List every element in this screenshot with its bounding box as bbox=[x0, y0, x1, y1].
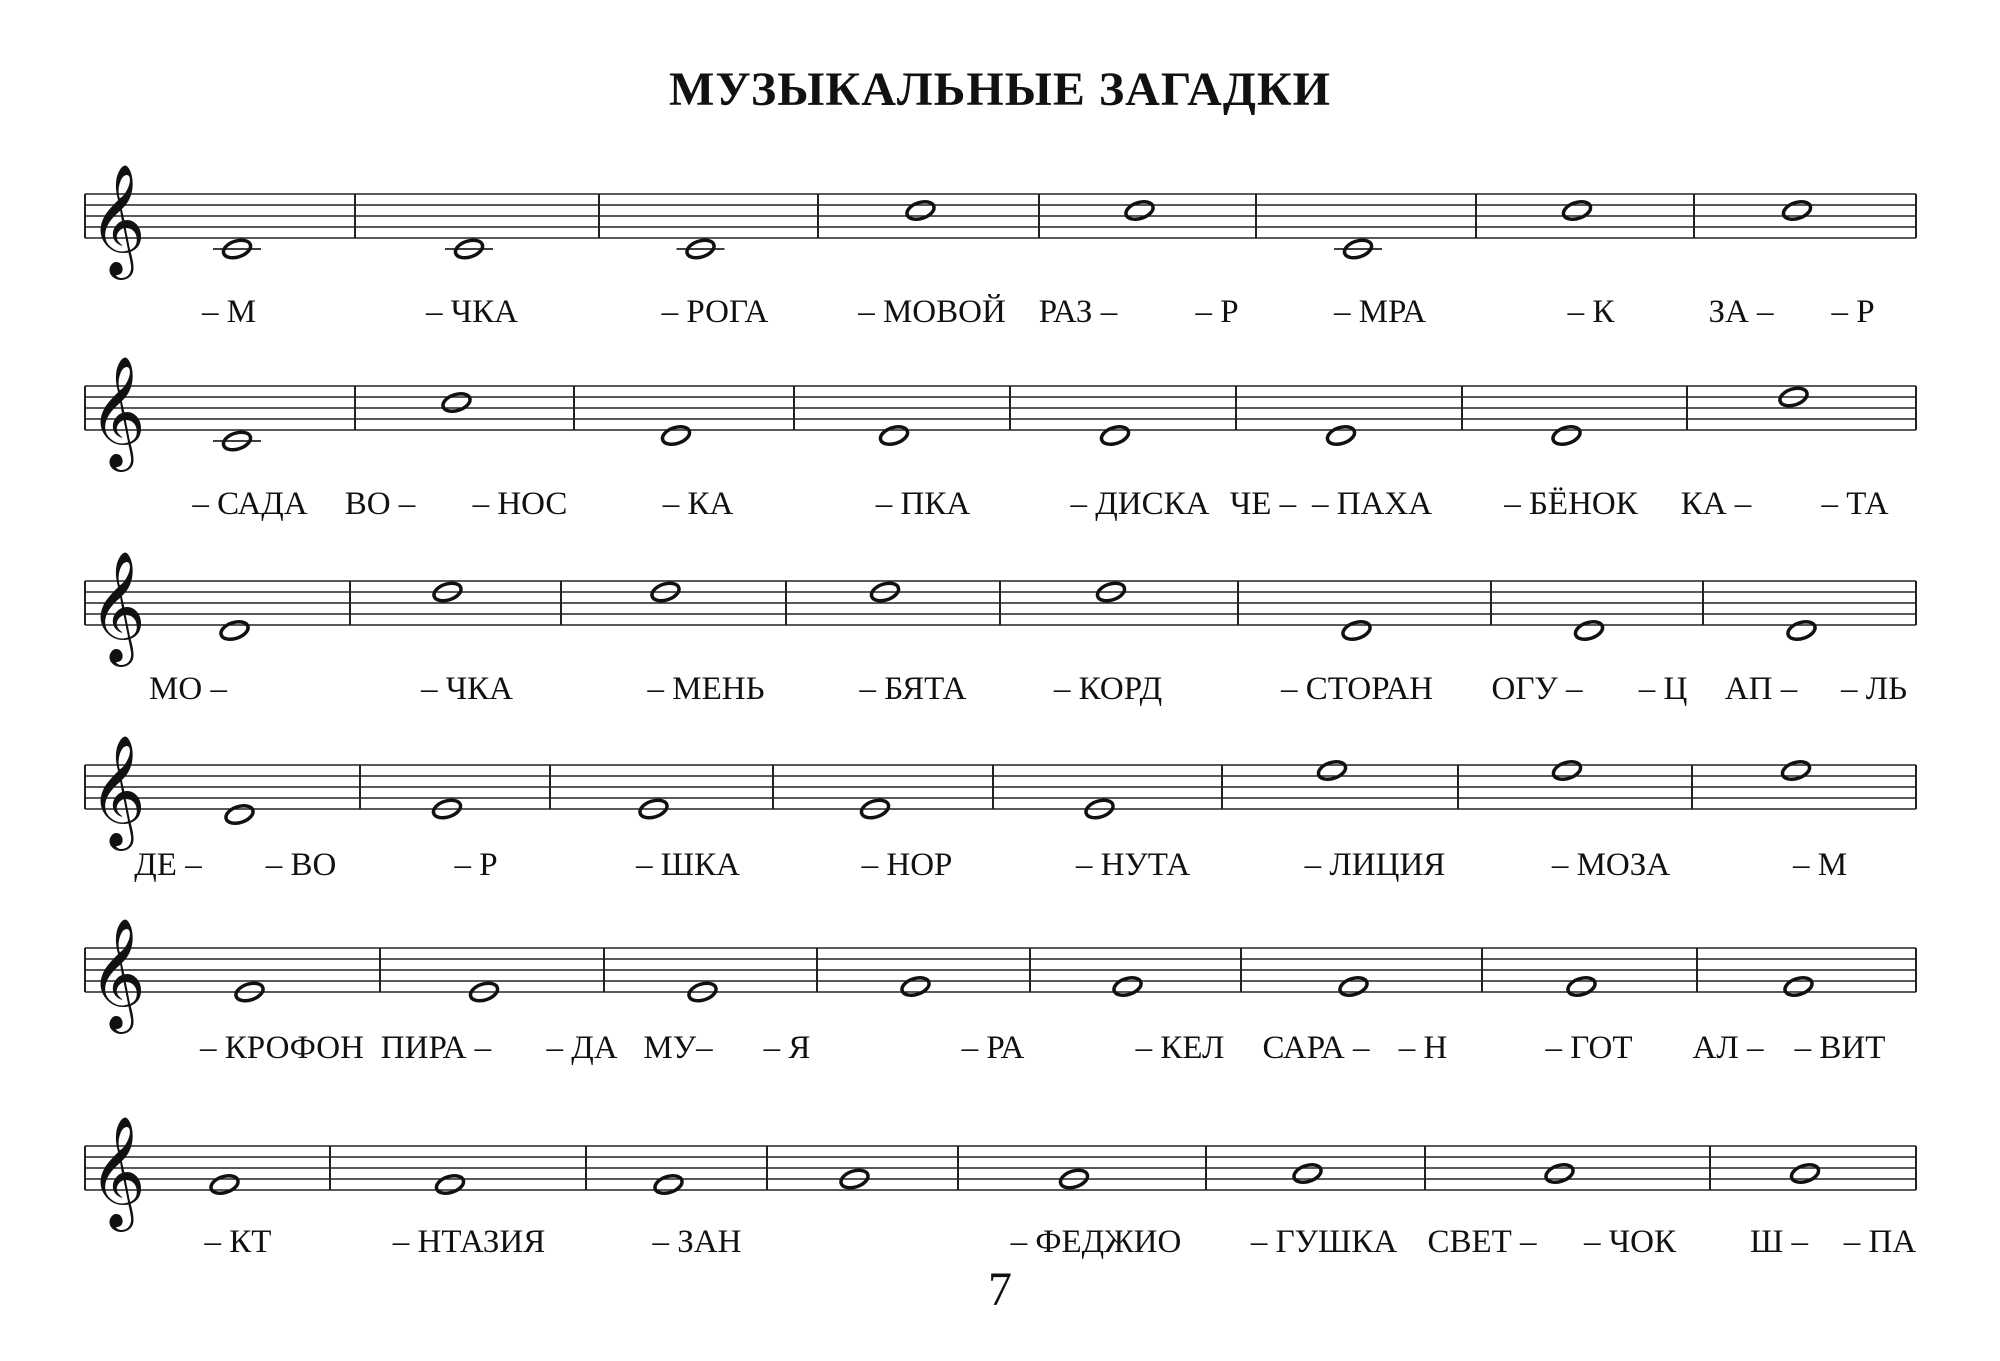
whole-note-D4 bbox=[1099, 424, 1131, 448]
lyric-syllable: – ФЕДЖИО bbox=[1010, 1224, 1182, 1260]
lyric-syllable: – КЕЛ bbox=[1135, 1030, 1225, 1066]
lyric-syllable: АП – bbox=[1724, 671, 1798, 707]
lyric-syllable: – ВИТ bbox=[1794, 1030, 1886, 1066]
whole-note-D4 bbox=[1573, 619, 1605, 643]
lyric-syllable: РАЗ – bbox=[1038, 294, 1118, 330]
whole-note-D4 bbox=[1786, 619, 1818, 643]
lyric-syllable: – К bbox=[1567, 294, 1615, 330]
whole-note-C5 bbox=[1561, 199, 1593, 223]
staff-4 bbox=[85, 734, 1916, 883]
whole-note-C5 bbox=[441, 391, 473, 415]
lyric-syllable: – ЗАН bbox=[652, 1224, 742, 1260]
whole-note-F4 bbox=[1112, 975, 1144, 999]
lyric-syllable: – ПКА bbox=[875, 486, 971, 522]
lyric-syllable: – ДА bbox=[546, 1030, 618, 1066]
whole-note-D4 bbox=[1341, 619, 1373, 643]
lyric-syllable: – М bbox=[201, 294, 257, 330]
lyric-syllable: – ЛЬ bbox=[1840, 671, 1908, 707]
lyric-syllable: – Я bbox=[763, 1030, 811, 1066]
treble-clef-icon: 𝄞 bbox=[89, 355, 146, 467]
whole-note-C5 bbox=[1781, 199, 1813, 223]
whole-note-A4 bbox=[1789, 1162, 1821, 1186]
lyric-syllable: – КА bbox=[662, 486, 734, 522]
whole-note-E5 bbox=[1780, 759, 1812, 783]
lyric-syllable: – МОВОЙ bbox=[858, 294, 1006, 330]
lyric-syllable: ЧЕ – bbox=[1229, 486, 1297, 522]
lyric-syllable: – РА bbox=[961, 1030, 1025, 1066]
whole-note-D4 bbox=[1551, 424, 1583, 448]
lyric-syllable: – ГОТ bbox=[1545, 1030, 1633, 1066]
whole-note-D4 bbox=[1325, 424, 1357, 448]
lyric-syllable: – КРОФОН bbox=[200, 1030, 364, 1066]
lyric-syllable: – Н bbox=[1398, 1030, 1448, 1066]
lyric-syllable: – КОРД bbox=[1053, 671, 1163, 707]
whole-note-D4 bbox=[878, 424, 910, 448]
lyric-syllable: АЛ – bbox=[1692, 1030, 1764, 1066]
lyric-syllable: – БЯТА bbox=[859, 671, 967, 707]
lyric-syllable: – ГУШКА bbox=[1250, 1224, 1398, 1260]
lyric-syllable: – ЛИЦИЯ bbox=[1304, 847, 1446, 883]
lyric-syllable: – ПА bbox=[1843, 1224, 1917, 1260]
lyric-syllable: – ТА bbox=[1821, 486, 1889, 522]
treble-clef-icon: 𝄞 bbox=[89, 917, 146, 1029]
lyric-syllable: МУ– bbox=[643, 1030, 713, 1066]
whole-note-D4 bbox=[224, 803, 256, 827]
lyric-syllable: Ш – bbox=[1749, 1224, 1809, 1260]
lyric-syllable: – НОР bbox=[861, 847, 953, 883]
staff-6 bbox=[85, 1115, 1916, 1260]
whole-note-F4 bbox=[900, 975, 932, 999]
lyric-syllable: – КТ bbox=[204, 1224, 272, 1260]
lyric-syllable: – ЧКА bbox=[425, 294, 519, 330]
lyric-syllable: – ВО bbox=[265, 847, 337, 883]
lyric-syllable: – Ц bbox=[1638, 671, 1688, 707]
lyric-syllable: – БЁНОК bbox=[1504, 486, 1638, 522]
whole-note-A4 bbox=[1544, 1162, 1576, 1186]
lyric-syllable: ОГУ – bbox=[1491, 671, 1583, 707]
staff-5 bbox=[85, 917, 1916, 1066]
whole-note-C5 bbox=[905, 199, 937, 223]
staff-3 bbox=[85, 550, 1916, 707]
whole-note-F4 bbox=[1566, 975, 1598, 999]
whole-note-A4 bbox=[1292, 1162, 1324, 1186]
whole-note-F4 bbox=[209, 1173, 241, 1197]
lyric-syllable: ПИРА – bbox=[380, 1030, 492, 1066]
lyric-syllable: – МЕНЬ bbox=[647, 671, 765, 707]
lyric-syllable: МО – bbox=[149, 671, 227, 707]
whole-note-F4 bbox=[1783, 975, 1815, 999]
whole-note-D4 bbox=[660, 424, 692, 448]
lyric-syllable: – САДА bbox=[192, 486, 308, 522]
lyric-syllable: СВЕТ – bbox=[1427, 1224, 1537, 1260]
lyric-syllable: – ДИСКА bbox=[1070, 486, 1210, 522]
lyric-syllable: – М bbox=[1792, 847, 1848, 883]
lyric-syllable: – НОС bbox=[472, 486, 568, 522]
lyric-syllable: ВО – bbox=[344, 486, 416, 522]
lyric-syllable: – НТАЗИЯ bbox=[392, 1224, 546, 1260]
treble-clef-icon: 𝄞 bbox=[89, 1115, 146, 1227]
lyric-syllable: – Р bbox=[1831, 294, 1875, 330]
lyric-syllable: – ЧКА bbox=[420, 671, 514, 707]
lyric-syllable: ДЕ – bbox=[134, 847, 202, 883]
lyric-syllable: – ПАХА bbox=[1311, 486, 1433, 522]
page-number: 7 bbox=[988, 1263, 1012, 1316]
whole-note-F4 bbox=[434, 1173, 466, 1197]
whole-note-D4 bbox=[219, 619, 251, 643]
staff-1 bbox=[85, 163, 1916, 330]
lyric-syllable: – ЧОК bbox=[1583, 1224, 1677, 1260]
lyric-syllable: – Р bbox=[1195, 294, 1239, 330]
lyric-syllable: – МРА bbox=[1333, 294, 1427, 330]
treble-clef-icon: 𝄞 bbox=[89, 163, 146, 275]
lyric-syllable: – МОЗА bbox=[1551, 847, 1671, 883]
treble-clef-icon: 𝄞 bbox=[89, 734, 146, 846]
whole-note-E5 bbox=[1551, 759, 1583, 783]
lyric-syllable: – Р bbox=[454, 847, 498, 883]
lyric-syllable: – РОГА bbox=[661, 294, 769, 330]
lyric-syllable: КА – bbox=[1680, 486, 1752, 522]
treble-clef-icon: 𝄞 bbox=[89, 550, 146, 662]
lyric-syllable: САРА – bbox=[1262, 1030, 1370, 1066]
lyric-syllable: ЗА – bbox=[1708, 294, 1774, 330]
lyric-syllable: – ШКА bbox=[636, 847, 740, 883]
whole-note-C5 bbox=[1124, 199, 1156, 223]
page-title: МУЗЫКАЛЬНЫЕ ЗАГАДКИ bbox=[669, 63, 1331, 116]
whole-note-F4 bbox=[1338, 975, 1370, 999]
whole-note-F4 bbox=[653, 1173, 685, 1197]
whole-note-E5 bbox=[1316, 759, 1348, 783]
lyric-syllable: – НУТА bbox=[1075, 847, 1191, 883]
staff-2 bbox=[85, 355, 1916, 522]
lyric-syllable: – СТОРАН bbox=[1280, 671, 1434, 707]
